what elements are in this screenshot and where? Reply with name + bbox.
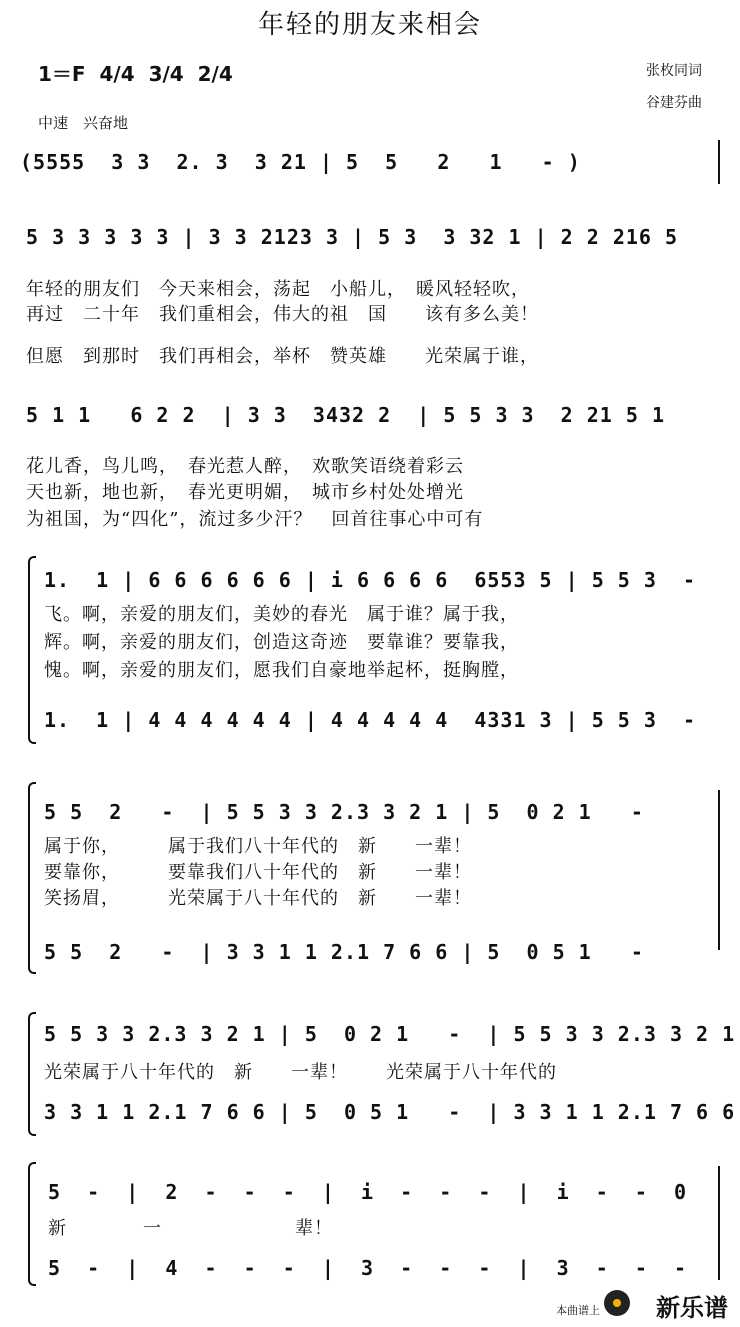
lyric-1-v1: 年轻的朋友们 今天来相会，荡起 小船儿， 暖风轻轻吹，: [26, 279, 530, 300]
notes-line-3: 1. 1 | 6 6 6 6 6 6 | i 6 6 6 6 6553 5 | 5 5 3 -: [44, 568, 697, 592]
lower-notes-3: 1. 1 | 4 4 4 4 4 4 | 4 4 4 4 4 4331 3 | 5 5 3 -: [44, 708, 697, 732]
lyric-4-v2: 要靠你， 要靠我们八十年代的 新 一辈！: [44, 862, 472, 883]
lyric-3-v1: 飞。啊，亲爱的朋友们，美妙的春光 属于谁？属于我，: [44, 604, 519, 625]
lower-notes-5: 3 3 1 1 2.1 7 6 6 | 5 0 5 1 - | 3 3 1 1 2.1 7 6 6: [44, 1100, 736, 1124]
site-logo: 新乐谱: [656, 1294, 728, 1322]
tempo-marking: 中速 兴奋地: [38, 114, 129, 132]
notes-line-5: 5 5 3 3 2.3 3 2 1 | 5 0 2 1 - | 5 5 3 3 2.3 3 2 1: [44, 1022, 736, 1046]
record-disc-icon: [604, 1290, 630, 1316]
lyric-5-v1: 光荣属于八十年代的 新 一辈！ 光荣属于八十年代的: [44, 1062, 557, 1083]
key-signature: 1＝F 4/4 3/4 2/4: [38, 62, 233, 86]
notes-line-2: 5 1 1 6 2 2 | 3 3 3432 2 | 5 5 3 3 2 21 5 1: [26, 403, 666, 427]
lower-notes-6: 5 - | 4 - - - | 3 - - - | 3 - - -: [48, 1256, 688, 1280]
lyric-2-v1: 花儿香，鸟儿鸣， 春光惹人醉， 欢歌笑语绕着彩云: [26, 456, 464, 477]
footer-note: 本曲谱上: [556, 1304, 600, 1317]
composer: 谷建芬曲: [646, 95, 702, 111]
lyric-3-v3: 愧。啊，亲爱的朋友们，愿我们自豪地举起杯，挺胸膛，: [44, 660, 519, 681]
lyric-4-v1: 属于你， 属于我们八十年代的 新 一辈！: [44, 836, 472, 857]
notes-line-4: 5 5 2 - | 5 5 3 3 2.3 3 2 1 | 5 0 2 1 -: [44, 800, 644, 824]
intro-notes: (5555 3 3 2. 3 3 21 | 5 5 2 1 - ): [20, 150, 581, 174]
notes-line-6: 5 - | 2 - - - | i - - - | i - - 0: [48, 1180, 688, 1204]
lyricist: 张枚同词: [646, 63, 702, 79]
page-title: 年轻的朋友来相会: [257, 10, 482, 40]
lyric-2-v2: 天也新，地也新， 春光更明媚， 城市乡村处处增光: [26, 482, 464, 503]
lyric-1-v2: 再过 二十年 我们重相会，伟大的祖 国 该有多么美！: [26, 304, 539, 325]
lyric-3-v2: 辉。啊，亲爱的朋友们，创造这奇迹 要靠谁？要靠我，: [44, 632, 519, 653]
lyric-2-v3: 为祖国，为“四化”，流过多少汗？ 回首往事心中可有: [26, 509, 484, 530]
lyric-4-v3: 笑扬眉， 光荣属于八十年代的 新 一辈！: [44, 888, 472, 909]
lyric-6-v1: 新 一 辈！: [48, 1218, 333, 1239]
lyric-1-v3: 但愿 到那时 我们再相会，举杯 赞英雄 光荣属于谁，: [26, 346, 539, 367]
lower-notes-4: 5 5 2 - | 3 3 1 1 2.1 7 6 6 | 5 0 5 1 -: [44, 940, 644, 964]
notes-line-1: 5 3 3 3 3 3 | 3 3 2123 3 | 5 3 3 32 1 | 2 2 216 5: [26, 225, 679, 249]
